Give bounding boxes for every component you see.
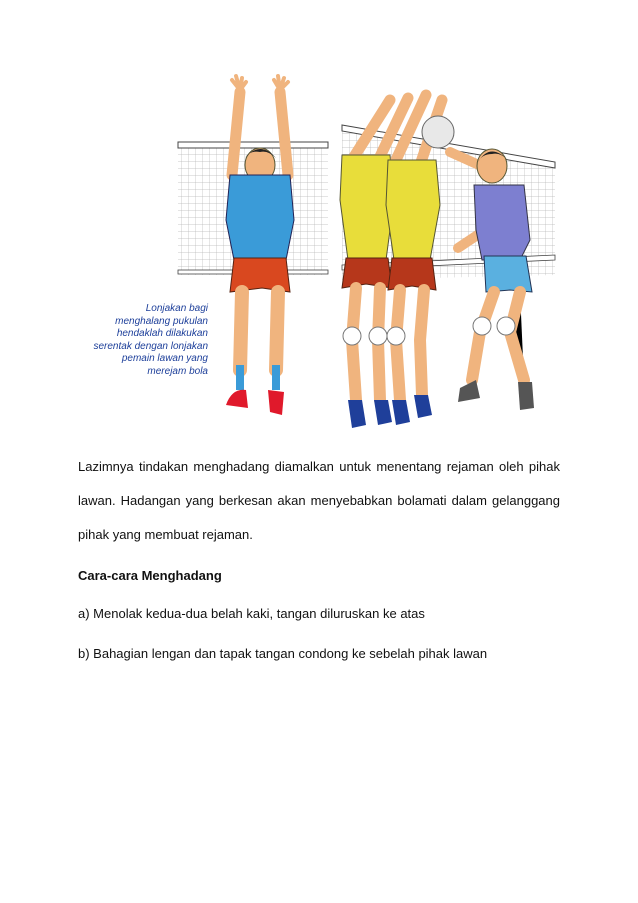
volleyball	[422, 116, 454, 148]
caption-line: hendaklah dilakukan	[116, 328, 208, 340]
list-item: b) Bahagian lengan dan tapak tangan condong ke sebelah pihak lawan	[78, 646, 488, 661]
list-item: a) Menolak kedua-dua belah kaki, tangan diluruskan ke atas	[78, 606, 425, 621]
illustration-caption	[92, 303, 208, 379]
caption-line: merejam bola	[147, 365, 208, 377]
caption-line: serentak dengan lonjakan	[93, 340, 208, 352]
caption-line: menghalang pukulan	[115, 315, 208, 327]
caption-line: pemain lawan yang	[121, 353, 208, 365]
intro-paragraph: Lazimnya tindakan menghadang diamalkan untuk menentang rejaman oleh pihak lawan. Hadangan yang berkesan akan menyebabkan bolamati dalam gelanggang pihak yang membuat rejaman.	[78, 459, 560, 542]
caption-line: Lonjakan bagi	[145, 303, 208, 314]
volleyball-blocking-illustration	[90, 70, 560, 440]
blocker-blue-shirt	[226, 76, 294, 415]
section-heading: Cara-cara Menghadang	[78, 568, 222, 583]
